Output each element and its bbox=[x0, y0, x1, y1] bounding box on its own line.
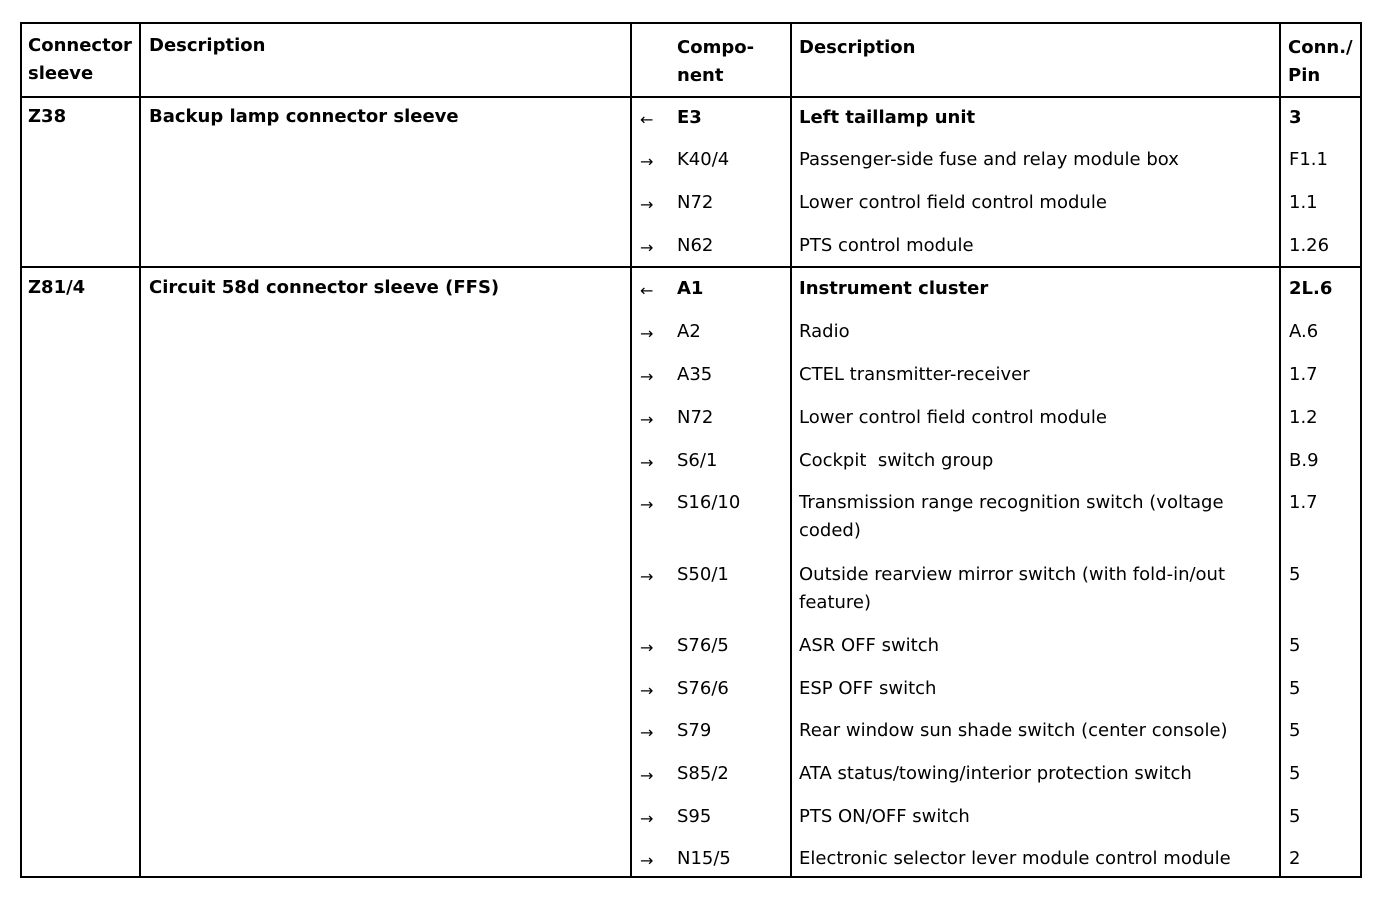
connector-pin: 5 bbox=[1289, 720, 1301, 741]
component-code: S16/10 bbox=[677, 492, 741, 513]
direction-arrow: → bbox=[640, 766, 654, 785]
direction-arrow: → bbox=[640, 495, 654, 514]
connector-pin: 1.2 bbox=[1289, 407, 1318, 428]
component-description: CTEL transmitter-receiver bbox=[799, 364, 1030, 385]
direction-arrow: → bbox=[640, 367, 654, 386]
connector-pin: 1.7 bbox=[1289, 364, 1318, 385]
header-component: Compo- nent bbox=[677, 37, 755, 86]
column-divider bbox=[1279, 22, 1281, 878]
connector-pin: 5 bbox=[1289, 635, 1301, 656]
connector-pin: 3 bbox=[1289, 107, 1302, 128]
connector-pin: 5 bbox=[1289, 564, 1301, 585]
component-description: Outside rearview mirror switch (with fold-in/out feature) bbox=[799, 564, 1226, 613]
direction-arrow: ← bbox=[640, 110, 654, 129]
component-code: E3 bbox=[677, 107, 702, 128]
direction-arrow: → bbox=[640, 851, 654, 870]
direction-arrow: → bbox=[640, 809, 654, 828]
header-description-right: Description bbox=[799, 37, 916, 58]
connector-pin: 1.1 bbox=[1289, 192, 1318, 213]
connector-pin: 1.7 bbox=[1289, 492, 1318, 513]
direction-arrow: → bbox=[640, 723, 654, 742]
component-code: S79 bbox=[677, 720, 712, 741]
component-code: S6/1 bbox=[677, 450, 718, 471]
component-description: Cockpit switch group bbox=[799, 450, 994, 471]
connector-pin: 5 bbox=[1289, 806, 1301, 827]
component-code: A1 bbox=[677, 278, 704, 299]
column-divider bbox=[630, 22, 632, 878]
component-code: S95 bbox=[677, 806, 712, 827]
header-connector-sleeve: Connector sleeve bbox=[28, 35, 132, 84]
direction-arrow: → bbox=[640, 681, 654, 700]
component-description: ATA status/towing/interior protection switch bbox=[799, 763, 1192, 784]
component-description: PTS control module bbox=[799, 235, 974, 256]
component-description: Transmission range recognition switch (voltage coded) bbox=[799, 492, 1224, 541]
component-description: Lower control field control module bbox=[799, 407, 1107, 428]
component-code: A2 bbox=[677, 321, 701, 342]
component-description: Electronic selector lever module control module bbox=[799, 848, 1231, 869]
direction-arrow: → bbox=[640, 195, 654, 214]
connector-pin: F1.1 bbox=[1289, 149, 1328, 170]
component-description: PTS ON/OFF switch bbox=[799, 806, 970, 827]
header-description-left: Description bbox=[149, 35, 266, 56]
component-code: N15/5 bbox=[677, 848, 731, 869]
component-description: ESP OFF switch bbox=[799, 678, 937, 699]
direction-arrow: → bbox=[640, 453, 654, 472]
component-description: Radio bbox=[799, 321, 850, 342]
component-code: N72 bbox=[677, 192, 714, 213]
component-description: Lower control field control module bbox=[799, 192, 1107, 213]
header-conn-pin: Conn./ Pin bbox=[1288, 37, 1353, 86]
component-code: S50/1 bbox=[677, 564, 729, 585]
header-divider bbox=[20, 96, 1362, 98]
component-code: N72 bbox=[677, 407, 714, 428]
component-code: N62 bbox=[677, 235, 714, 256]
connector-pin: 5 bbox=[1289, 678, 1301, 699]
connector-pin: B.9 bbox=[1289, 450, 1319, 471]
sleeve-id: Z81/4 bbox=[28, 277, 86, 298]
connector-pin: 1.26 bbox=[1289, 235, 1330, 256]
component-code: S76/6 bbox=[677, 678, 729, 699]
direction-arrow: → bbox=[640, 410, 654, 429]
direction-arrow: ← bbox=[640, 281, 654, 300]
column-divider bbox=[790, 22, 792, 878]
component-description: ASR OFF switch bbox=[799, 635, 940, 656]
connector-pin: 2L.6 bbox=[1289, 278, 1333, 299]
component-code: S85/2 bbox=[677, 763, 729, 784]
direction-arrow: → bbox=[640, 152, 654, 171]
component-description: Instrument cluster bbox=[799, 278, 989, 299]
sleeve-id: Z38 bbox=[28, 106, 67, 127]
connector-pin: A.6 bbox=[1289, 321, 1319, 342]
direction-arrow: → bbox=[640, 238, 654, 257]
connector-pin: 2 bbox=[1289, 848, 1301, 869]
direction-arrow: → bbox=[640, 324, 654, 343]
column-divider bbox=[139, 22, 141, 878]
component-code: S76/5 bbox=[677, 635, 729, 656]
component-description: Passenger-side fuse and relay module box bbox=[799, 149, 1179, 170]
group-divider bbox=[20, 266, 1362, 268]
direction-arrow: → bbox=[640, 567, 654, 586]
component-description: Rear window sun shade switch (center console) bbox=[799, 720, 1228, 741]
component-code: A35 bbox=[677, 364, 713, 385]
component-code: K40/4 bbox=[677, 149, 730, 170]
component-description: Left taillamp unit bbox=[799, 107, 976, 128]
direction-arrow: → bbox=[640, 638, 654, 657]
sleeve-description: Circuit 58d connector sleeve (FFS) bbox=[149, 277, 500, 298]
connector-pin: 5 bbox=[1289, 763, 1301, 784]
sleeve-description: Backup lamp connector sleeve bbox=[149, 106, 459, 127]
